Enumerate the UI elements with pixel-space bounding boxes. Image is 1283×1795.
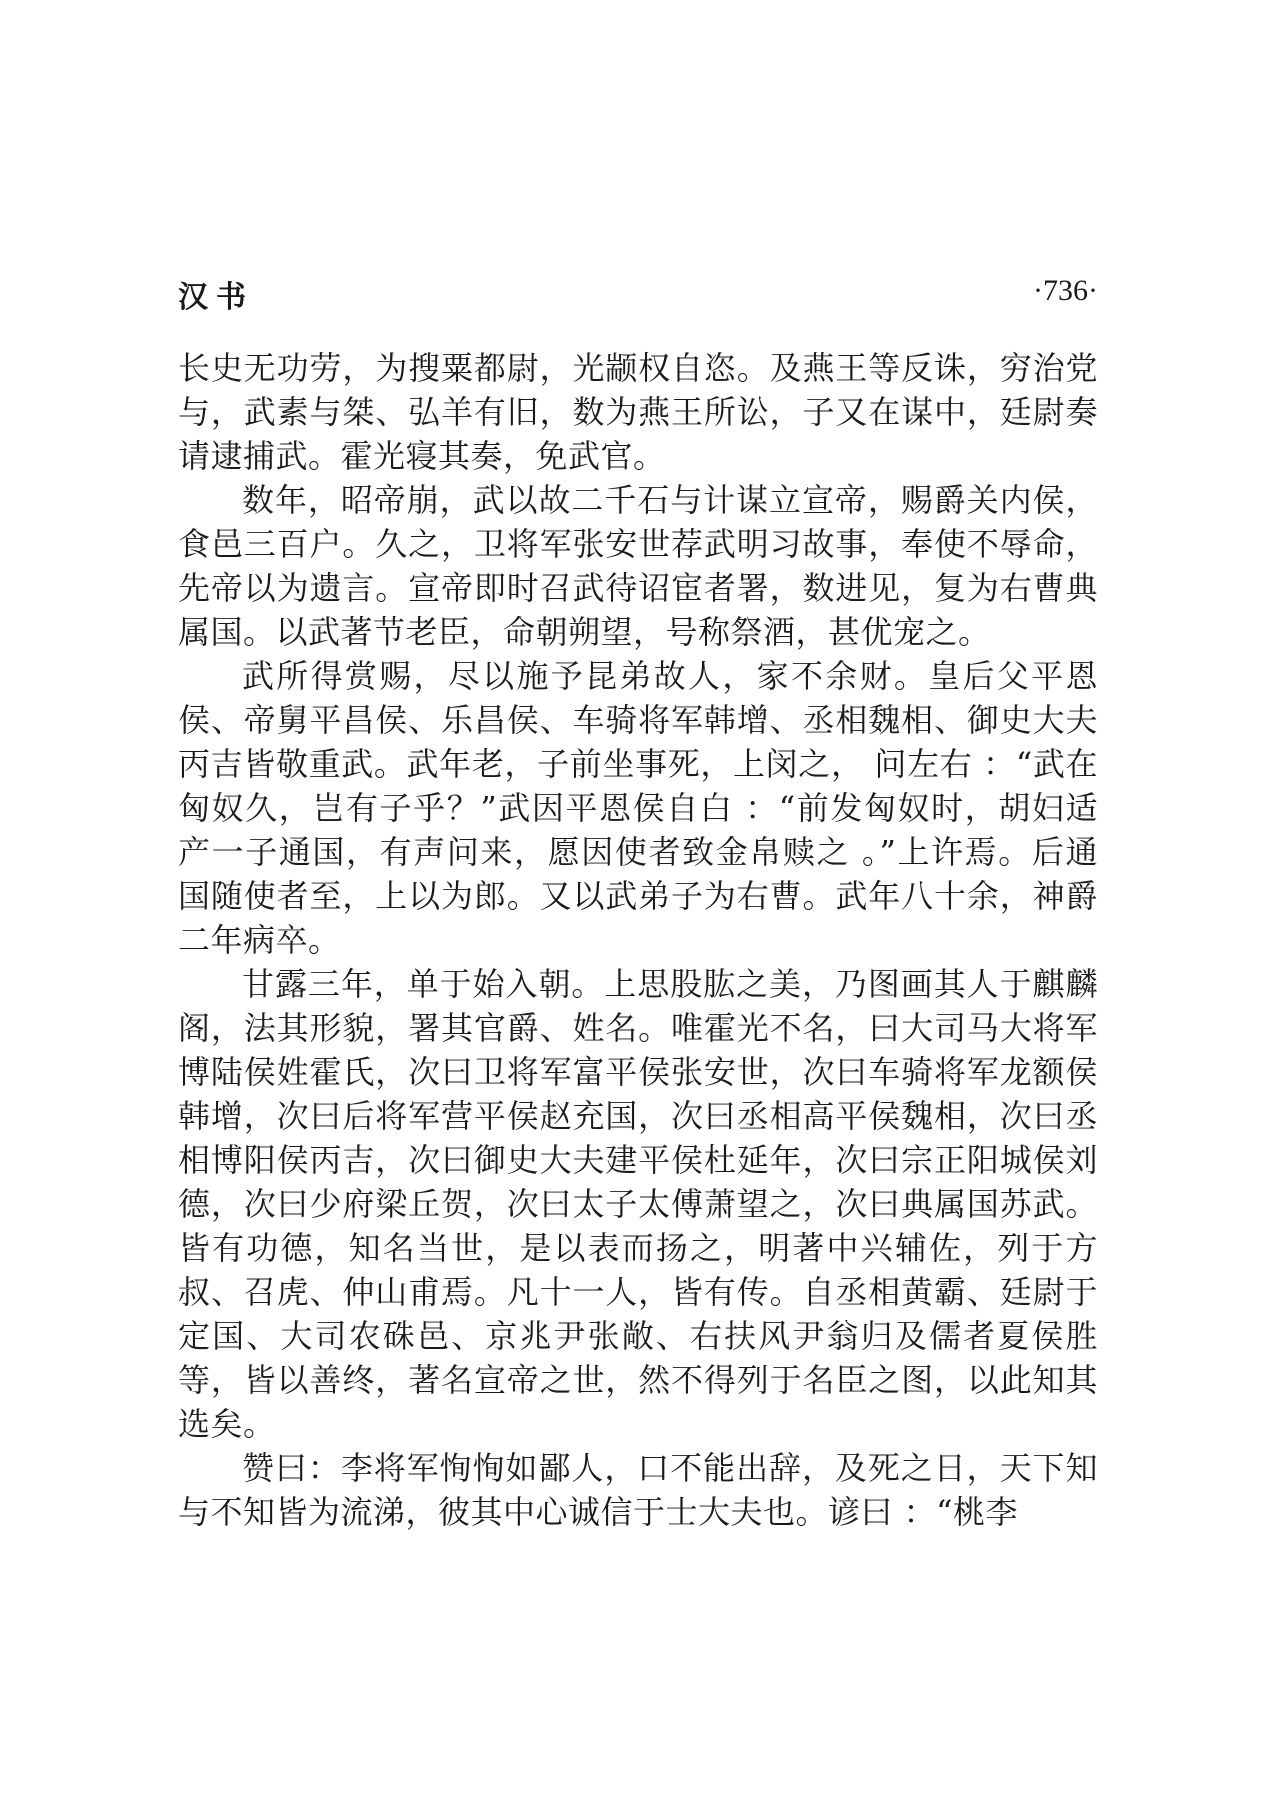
- paragraph: 数年，昭帝崩，武以故二千石与计谋立宣帝，赐爵关内侯，食邑三百户。久之，卫将军张安世荐武明习故事，奉使不辱命，先帝以为遗言。宣帝即时召武待诏宦者署，数进见，复为右曹典属国。以武著节老臣，命朝朔望，号称祭酒，甚优宠之。: [178, 481, 1098, 651]
- paragraph: 赞曰：李将军恂恂如鄙人，口不能出辞，及死之日，天下知与不知皆为流涕，彼其中心诚信于士大夫也。谚曰 ：“桃李: [178, 1449, 1098, 1531]
- paragraph: 甘露三年，单于始入朝。上思股肱之美，乃图画其人于麒麟阁，法其形貌，署其官爵、姓名。唯霍光不名，曰大司马大将军博陆侯姓霍氏，次曰卫将军富平侯张安世，次曰车骑将军龙额侯韩增，次曰后将军营平侯赵充国，次曰丞相高平侯魏相，次曰丞相博阳侯丙吉，次曰御史大夫建平侯杜延年，次曰宗正阳城侯刘德，次曰少府梁丘贺，次曰太子太傅萧望之，次曰典属国苏武。皆有功德，知名当世，是以表而扬之，明著中兴辅佐，列于方叔、召虎、仲山甫焉。凡十一人，皆有传。自丞相黄霸、廷尉于定国、大司农硃邑、京兆尹张敞、右扶风尹翁归及儒者夏侯胜等，皆以善终，著名宣帝之世，然不得列于名臣之图，以此知其选矣。: [178, 965, 1098, 1443]
- page-header: [178, 272, 1098, 315]
- paragraph-continuation: 长史无功劳，为搜粟都尉，光颛权自恣。及燕王等反诛，穷治党与，武素与桀、弘羊有旧，数为燕王所讼，子又在谋中，廷尉奏请逮捕武。霍光寝其奏，免武官。: [178, 349, 1098, 475]
- body-text: [178, 346, 1098, 1534]
- page-number: ·736·: [1033, 274, 1098, 307]
- paragraph: 武所得赏赐，尽以施予昆弟故人，家不余财。皇后父平恩侯、帝舅平昌侯、乐昌侯、车骑将军韩增、丞相魏相、御史大夫丙吉皆敬重武。武年老，子前坐事死，上闵之， 问左右 ：“武在匈奴久，岂有子乎？”武因平恩侯自白 ：“前发匈奴时，胡妇适产一子通国，有声问来，愿因使者致金帛赎之 。”上许焉。后通国随使者至，上以为郎。又以武弟子为右曹。武年八十余，神爵二年病卒。: [178, 657, 1098, 959]
- book-title: 汉书: [178, 280, 254, 315]
